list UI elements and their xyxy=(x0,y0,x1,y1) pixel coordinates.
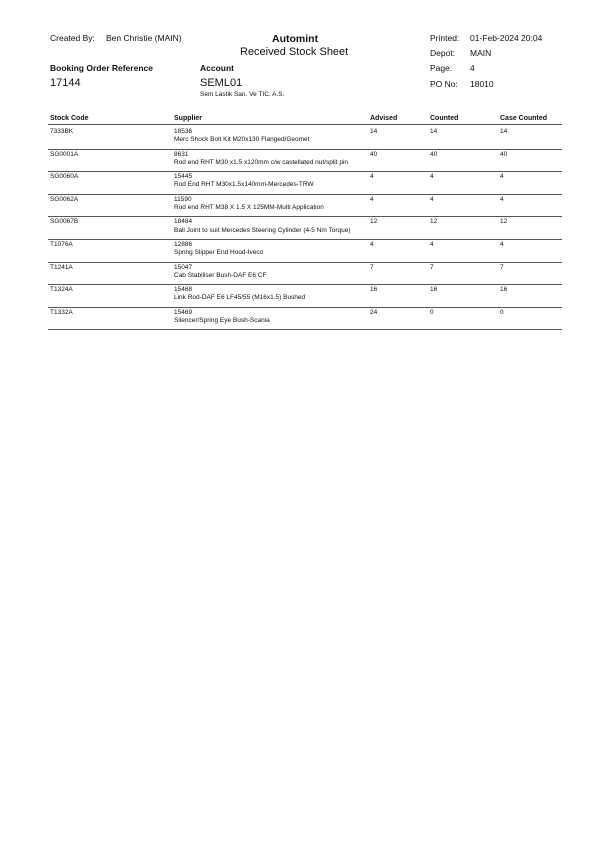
item-description: Link Rod-DAF E6 LF45/55 (M16x1.5) Bushed xyxy=(174,294,306,302)
case-counted-cell: 40 xyxy=(500,150,508,158)
po-label: PO No: xyxy=(430,79,458,89)
stock-code-cell: SG0001A xyxy=(50,150,79,158)
item-description: Rod End RHT M30x1.5x140mm-Mercedes-TRW xyxy=(174,181,314,189)
case-counted-cell: 4 xyxy=(500,241,504,248)
table-row xyxy=(48,239,562,262)
counted-cell: 16 xyxy=(430,286,438,294)
counted-cell: 14 xyxy=(430,128,438,135)
supplier-code: 18536 xyxy=(174,128,193,135)
case-counted-cell: 14 xyxy=(500,128,508,135)
supplier-cell xyxy=(174,196,324,212)
counted-cell: 4 xyxy=(430,241,434,248)
table-row xyxy=(48,216,562,239)
case-counted-cell: 12 xyxy=(500,218,508,226)
stock-code-cell: SG0060A xyxy=(50,173,79,181)
created-by-label: Created By: xyxy=(50,33,95,43)
supplier-cell xyxy=(174,151,348,167)
case-counted-cell: 7 xyxy=(500,263,504,271)
printed-label: Printed: xyxy=(430,33,460,43)
po-value: 18010 xyxy=(470,79,494,89)
supplier-code: 15047 xyxy=(174,263,193,271)
supplier-code: 15445 xyxy=(174,173,193,181)
row-divider xyxy=(48,329,562,330)
printed-value: 01-Feb-2024 20:04 xyxy=(470,33,543,43)
advised-cell: 7 xyxy=(370,263,374,271)
counted-cell: 7 xyxy=(430,263,434,271)
counted-cell: 0 xyxy=(430,308,434,316)
stock-code-cell: SG0062A xyxy=(50,195,79,203)
advised-cell: 16 xyxy=(370,286,378,294)
advised-cell: 12 xyxy=(370,218,378,226)
case-counted-cell: 4 xyxy=(500,195,504,203)
table-row xyxy=(48,284,562,307)
counted-cell: 40 xyxy=(430,150,438,158)
supplier-code: 8631 xyxy=(174,150,189,158)
item-description: Merc Shock Bolt Kit M20x130 Flanged/Geomet xyxy=(174,136,310,144)
account-code: SEML01 xyxy=(200,77,243,89)
supplier-cell xyxy=(174,264,266,280)
table-row xyxy=(48,171,562,194)
table-row xyxy=(48,126,562,149)
table-row xyxy=(48,194,562,217)
item-description: Silencer/Spring Eye Bush-Scania xyxy=(174,317,270,324)
table-row xyxy=(48,149,562,172)
stock-code-cell: T1076A xyxy=(50,241,73,248)
supplier-cell xyxy=(174,241,263,257)
advised-cell: 4 xyxy=(370,195,374,203)
item-description: Ball Joint to suit Mercedes Steering Cylinder (4-5 Nm Torque) xyxy=(174,226,351,234)
table-row xyxy=(48,262,562,285)
advised-cell: 4 xyxy=(370,241,374,248)
item-description: Cab Stabiliser Bush-DAF E6 CF xyxy=(174,271,267,279)
col-supplier: Supplier xyxy=(174,115,203,122)
advised-cell: 40 xyxy=(370,150,378,158)
depot-value: MAIN xyxy=(470,48,492,58)
stock-code-cell: T1332A xyxy=(50,308,73,316)
advised-cell: 24 xyxy=(370,308,378,316)
counted-cell: 4 xyxy=(430,173,434,181)
header-rule xyxy=(48,124,562,125)
case-counted-cell: 0 xyxy=(500,308,504,316)
supplier-cell xyxy=(174,218,351,234)
company-name: Automint xyxy=(272,33,319,45)
booking-order-value: 17144 xyxy=(50,77,81,89)
page-value: 4 xyxy=(470,63,475,73)
supplier-code: 18484 xyxy=(174,218,193,226)
counted-cell: 12 xyxy=(430,218,438,226)
supplier-code: 15469 xyxy=(174,308,193,316)
counted-cell: 4 xyxy=(430,195,434,203)
stock-code-cell: 7333BK xyxy=(50,128,74,135)
stock-code-cell: T1241A xyxy=(50,263,73,271)
item-description: Rod end RHT M30 x1.5 x120mm c/w castellated nut/split pin xyxy=(174,158,349,166)
item-description: Spring Slipper End Hood-Iveco xyxy=(174,249,264,257)
col-stock-code: Stock Code xyxy=(50,115,89,122)
stock-code-cell: T1324A xyxy=(50,286,73,294)
page-label: Page: xyxy=(430,63,453,73)
depot-label: Depot: xyxy=(430,48,456,58)
account-label: Account xyxy=(200,63,234,73)
supplier-code: 15468 xyxy=(174,286,193,294)
booking-order-label: Booking Order Reference xyxy=(50,63,153,73)
advised-cell: 4 xyxy=(370,173,374,181)
created-by-value: Ben Christie (MAIN) xyxy=(106,33,182,43)
item-description: Rod end RHT M38 X 1.5 X 125MM-Multi Application xyxy=(174,204,324,211)
account-name: Sem Lastik San. Ve TIC. A.S. xyxy=(200,91,285,98)
supplier-cell xyxy=(174,309,270,325)
case-counted-cell: 4 xyxy=(500,173,504,181)
col-advised: Advised xyxy=(370,115,398,122)
supplier-cell xyxy=(174,286,305,302)
case-counted-cell: 16 xyxy=(500,286,508,294)
stock-code-cell: SG0067B xyxy=(50,218,79,226)
supplier-cell xyxy=(174,128,309,144)
table-row xyxy=(48,307,562,330)
advised-cell: 14 xyxy=(370,128,378,135)
col-counted: Counted xyxy=(430,115,459,122)
sheet-title: Received Stock Sheet xyxy=(240,46,349,58)
supplier-code: 11590 xyxy=(174,195,192,203)
supplier-cell xyxy=(174,173,314,189)
col-case-counted: Case Counted xyxy=(500,115,548,122)
supplier-code: 12886 xyxy=(174,241,193,248)
